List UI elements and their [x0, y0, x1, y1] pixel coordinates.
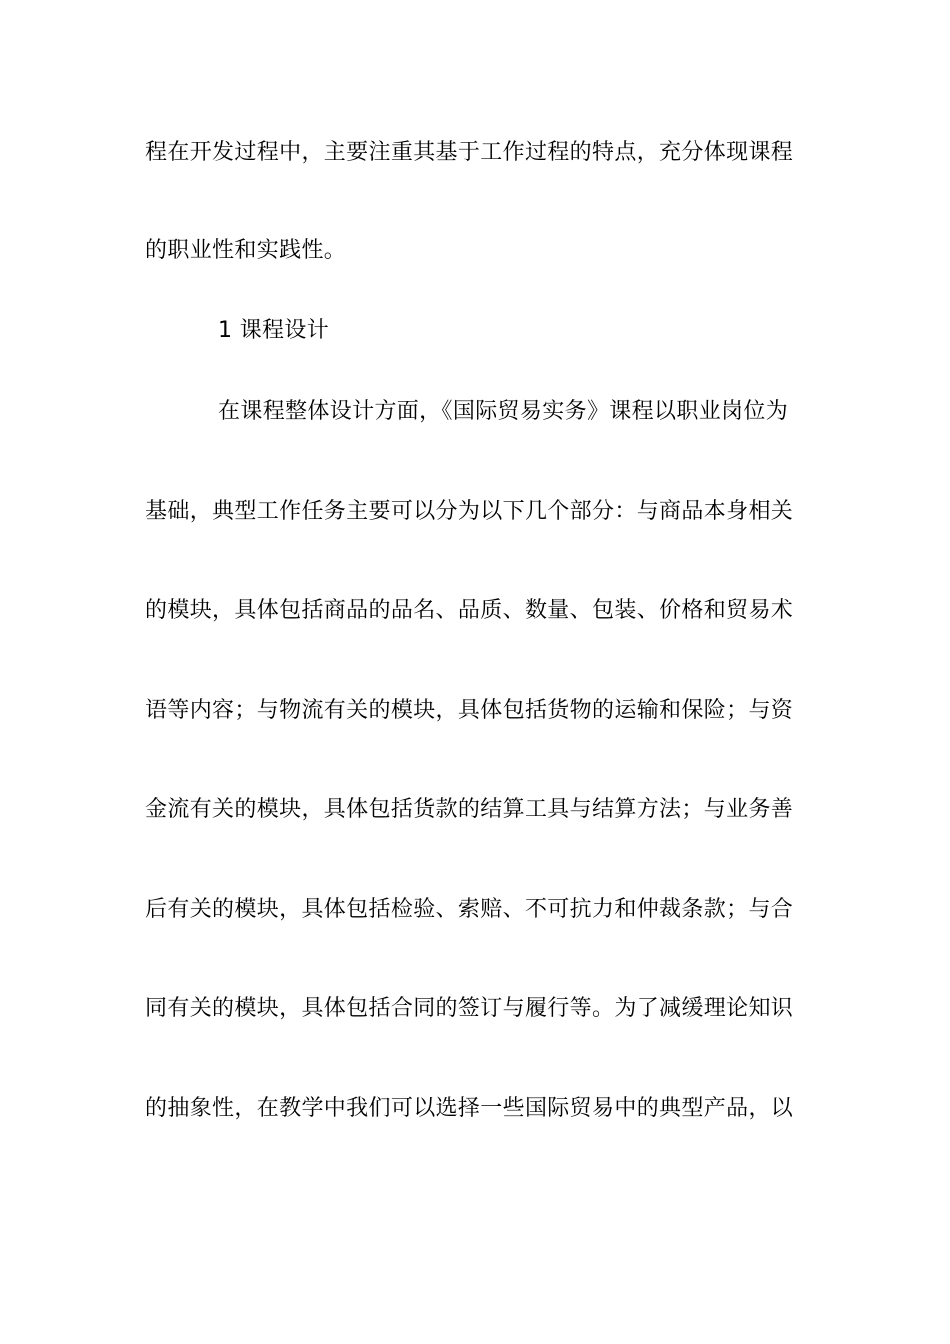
paragraph-line-1: 在课程整体设计方面，《国际贸易实务》课程以职业岗位为 — [218, 399, 789, 424]
intro-line-1: 程在开发过程中，主要注重其基于工作过程的特点，充分体现课程 — [145, 140, 794, 165]
paragraph-line-3: 的模块，具体包括商品的品名、品质、数量、包装、价格和贸易术 — [145, 598, 794, 623]
intro-line-2: 的职业性和实践性。 — [145, 238, 347, 263]
paragraph-line-2: 基础，典型工作任务主要可以分为以下几个部分：与商品本身相关 — [145, 499, 794, 524]
paragraph-line-5: 金流有关的模块，具体包括货款的结算工具与结算方法；与业务善 — [145, 797, 794, 822]
paragraph-line-6: 后有关的模块，具体包括检验、索赔、不可抗力和仲裁条款；与合 — [145, 897, 794, 922]
paragraph-line-4: 语等内容；与物流有关的模块，具体包括货物的运输和保险；与资 — [145, 698, 794, 723]
section-heading: 1 课程设计 — [218, 318, 330, 343]
paragraph-line-8: 的抽象性，在教学中我们可以选择一些国际贸易中的典型产品，以 — [145, 1096, 794, 1121]
paragraph-line-7: 同有关的模块，具体包括合同的签订与履行等。为了减缓理论知识 — [145, 996, 794, 1021]
